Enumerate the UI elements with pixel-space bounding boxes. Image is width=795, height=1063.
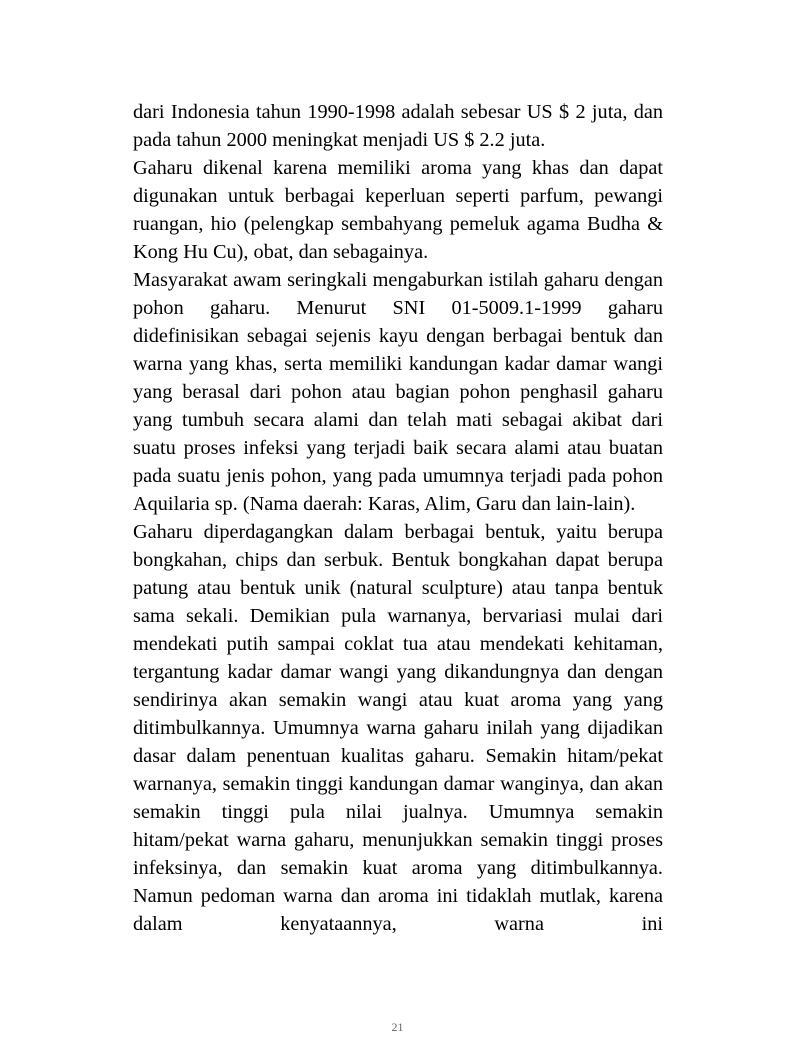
page-number: 21 xyxy=(391,1020,404,1034)
paragraph-gaharu-trade-forms: Gaharu diperdagangkan dalam berbagai bentuk, yaitu berupa bongkahan, chips dan serbuk. Bentuk bongkahan dapat berupa patung atau bentuk unik (natural sculpture) atau tanpa bentuk sama sekali. Demikian pula warnanya, bervariasi mulai dari mendekati putih sampai coklat tua atau mendekati kehitaman, tergantung kadar damar wangi yang dikandungnya dan dengan sendirinya akan semakin wangi atau kuat aroma yang yang ditimbulkannya. Umumnya warna gaharu inilah yang dijadikan dasar dalam penentuan kualitas gaharu. Semakin hitam/pekat warnanya, semakin tinggi kandungan damar wanginya, dan akan semakin tinggi pula nilai jualnya. Umumnya semakin hitam/pekat warna gaharu, menunjukkan semakin tinggi proses infeksinya, dan semakin kuat aroma yang ditimbulkannya. Namun pedoman warna dan aroma ini tidaklah mutlak, karena dalam kenyataannya, warna ini xyxy=(133,521,663,935)
page-body xyxy=(133,98,663,938)
paragraph-gaharu-uses: Gaharu dikenal karena memiliki aroma yang khas dan dapat digunakan untuk berbagai keperluan seperti parfum, pewangi ruangan, hio (pelengkap sembahyang pemeluk agama Budha & Kong Hu Cu), obat, dan sebagainya. xyxy=(133,157,663,263)
paragraph-export-value: dari Indonesia tahun 1990-1998 adalah sebesar US $ 2 juta, dan pada tahun 2000 meningkat menjadi US $ 2.2 juta. xyxy=(133,101,663,151)
paragraph-gaharu-definition: Masyarakat awam seringkali mengaburkan istilah gaharu dengan pohon gaharu. Menurut SNI 01-5009.1-1999 gaharu didefinisikan sebagai sejenis kayu dengan berbagai bentuk dan warna yang khas, serta memiliki kandungan kadar damar wangi yang berasal dari pohon atau bagian pohon penghasil gaharu yang tumbuh secara alami dan telah mati sebagai akibat dari suatu proses infeksi yang terjadi baik secara alami atau buatan pada suatu jenis pohon, yang pada umumnya terjadi pada pohon Aquilaria sp. (Nama daerah: Karas, Alim, Garu dan lain-lain). xyxy=(133,269,663,515)
